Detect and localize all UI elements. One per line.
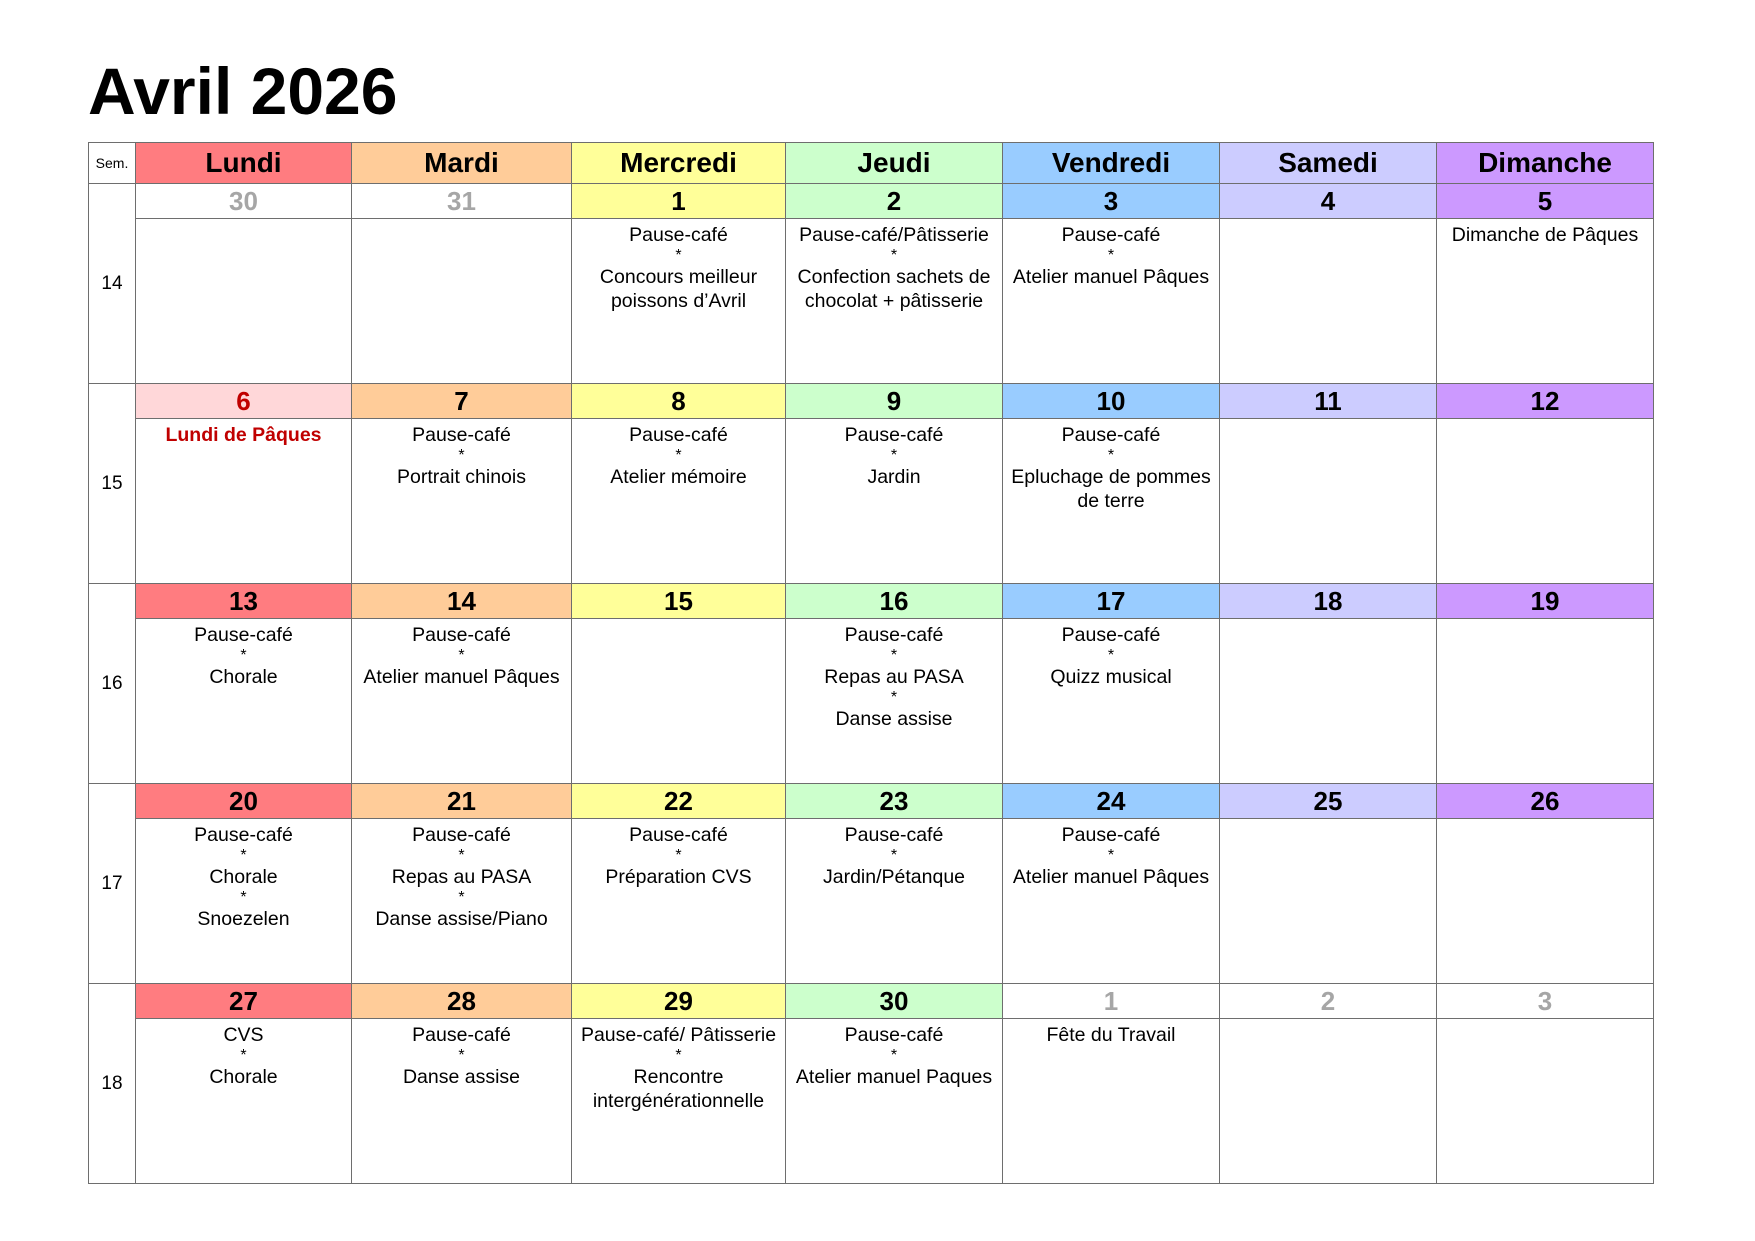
separator-star: *	[675, 447, 682, 464]
week-number-row	[89, 184, 1654, 219]
day-number: 1	[1003, 984, 1220, 1019]
day-activities	[572, 1019, 786, 1184]
separator-star: *	[890, 447, 898, 464]
day-number: 26	[1437, 784, 1654, 819]
header-row	[89, 143, 1654, 184]
activity-text: Pause-café	[629, 224, 728, 246]
day-number: 7	[352, 384, 572, 419]
day-number: 11	[1220, 384, 1437, 419]
activity-text: Pause-café	[1061, 824, 1161, 846]
separator-star: *	[1107, 647, 1115, 664]
activity-text: Danse assise	[835, 708, 953, 730]
day-number: 9	[786, 384, 1003, 419]
day-activities	[1220, 419, 1437, 584]
day-number: 4	[1220, 184, 1437, 219]
day-activities	[1437, 419, 1654, 584]
day-activities	[1220, 219, 1437, 384]
day-number: 24	[1003, 784, 1220, 819]
day-number: 1	[572, 184, 786, 219]
day-activities	[572, 619, 786, 784]
calendar-grid	[88, 142, 1654, 1184]
day-number: 19	[1437, 584, 1654, 619]
activity-text: Pause-café	[1061, 224, 1161, 246]
day-header-dimanche: Dimanche	[1437, 143, 1654, 184]
day-number: 3	[1003, 184, 1220, 219]
activity-text: Pause-café/ Pâtisserie	[580, 1024, 777, 1046]
activity-text: Fête du Travail	[1046, 1024, 1176, 1046]
day-header-samedi: Samedi	[1220, 143, 1437, 184]
activity-text: Pause-café	[629, 424, 728, 446]
day-number: 6	[136, 384, 352, 419]
day-header-jeudi: Jeudi	[786, 143, 1003, 184]
day-number: 14	[352, 584, 572, 619]
week-number-row	[89, 384, 1654, 419]
separator-star: *	[675, 247, 682, 264]
day-number: 12	[1437, 384, 1654, 419]
activity-text: Pause-café	[194, 824, 293, 846]
day-number: 27	[136, 984, 352, 1019]
activity-text: Jardin/Pétanque	[822, 866, 966, 888]
day-number: 10	[1003, 384, 1220, 419]
day-activities	[352, 819, 572, 984]
day-number: 30	[786, 984, 1003, 1019]
activity-text: Pause-café	[844, 824, 944, 846]
week-number: 17	[89, 784, 136, 984]
day-number: 29	[572, 984, 786, 1019]
day-number: 17	[1003, 584, 1220, 619]
separator-star: *	[240, 647, 247, 664]
activity-text: Pause-café	[194, 624, 293, 646]
activity-text: Chorale	[209, 666, 278, 688]
separator-star: *	[458, 889, 465, 906]
activity-text: Atelier manuel Pâques	[1012, 266, 1210, 288]
day-number: 16	[786, 584, 1003, 619]
activity-text: Pause-café	[412, 824, 511, 846]
week-number-row	[89, 584, 1654, 619]
day-header-vendredi: Vendredi	[1003, 143, 1220, 184]
day-activities	[136, 619, 352, 784]
day-activities	[1437, 819, 1654, 984]
separator-star: *	[675, 1047, 682, 1064]
activity-text: Concours meilleur poissons d’Avril	[599, 266, 758, 312]
activity-text: Rencontre intergénérationnelle	[592, 1066, 765, 1112]
activity-text: Pause-café	[412, 424, 511, 446]
day-number: 25	[1220, 784, 1437, 819]
day-number: 15	[572, 584, 786, 619]
day-activities	[572, 219, 786, 384]
day-activities	[1003, 1019, 1220, 1184]
week-activity-row	[89, 619, 1654, 784]
day-activities	[1220, 1019, 1437, 1184]
separator-star: *	[1107, 447, 1115, 464]
week-number: 16	[89, 584, 136, 784]
separator-star: *	[890, 647, 898, 664]
day-header-lundi: Lundi	[136, 143, 352, 184]
activity-text: Pause-café	[412, 624, 511, 646]
day-number: 2	[1220, 984, 1437, 1019]
activity-text: Atelier manuel Pâques	[1012, 866, 1210, 888]
day-header-mercredi: Mercredi	[572, 143, 786, 184]
day-number: 31	[352, 184, 572, 219]
activity-text: Portrait chinois	[397, 466, 526, 488]
activity-text: Pause-café	[412, 1024, 511, 1046]
day-activities	[1003, 819, 1220, 984]
day-activities	[572, 819, 786, 984]
activity-text: Quizz musical	[1050, 666, 1172, 688]
day-number: 28	[352, 984, 572, 1019]
separator-star: *	[890, 689, 898, 706]
day-activities	[352, 619, 572, 784]
day-activities	[1437, 219, 1654, 384]
separator-star: *	[458, 1047, 465, 1064]
day-activities	[1003, 619, 1220, 784]
activity-text: Atelier manuel Paques	[795, 1066, 993, 1088]
day-activities	[136, 819, 352, 984]
day-number: 8	[572, 384, 786, 419]
activity-text: Atelier manuel Pâques	[363, 666, 560, 688]
day-activities	[1437, 1019, 1654, 1184]
week-number-row	[89, 984, 1654, 1019]
day-activities	[786, 819, 1003, 984]
day-header-mardi: Mardi	[352, 143, 572, 184]
separator-star: *	[1107, 247, 1115, 264]
day-number: 30	[136, 184, 352, 219]
week-number: 18	[89, 984, 136, 1184]
separator-star: *	[240, 1047, 247, 1064]
activity-text: Chorale	[209, 866, 278, 888]
week-activity-row	[89, 219, 1654, 384]
day-activities	[1220, 819, 1437, 984]
separator-star: *	[458, 447, 465, 464]
activity-text: Pause-café	[844, 424, 944, 446]
day-activities	[1003, 419, 1220, 584]
day-activities	[352, 219, 572, 384]
activity-text: Snoezelen	[197, 908, 290, 930]
separator-star: *	[240, 847, 247, 864]
day-activities	[572, 419, 786, 584]
day-number: 22	[572, 784, 786, 819]
activity-text: Dimanche de Pâques	[1451, 224, 1639, 246]
separator-star: *	[890, 247, 898, 264]
activity-text: CVS	[223, 1024, 264, 1046]
day-activities	[786, 619, 1003, 784]
week-activity-row	[89, 819, 1654, 984]
calendar-body	[89, 143, 1654, 1184]
activity-text: Lundi de Pâques	[165, 424, 322, 446]
day-activities	[786, 219, 1003, 384]
activity-text: Pause-café	[1061, 424, 1161, 446]
page-title: Avril 2026	[88, 54, 398, 128]
day-activities	[1437, 619, 1654, 784]
separator-star: *	[240, 889, 247, 906]
separator-star: *	[890, 1047, 898, 1064]
activity-text: Repas au PASA	[824, 666, 964, 688]
day-activities	[136, 1019, 352, 1184]
activity-text: Danse assise/Piano	[375, 908, 548, 930]
separator-star: *	[890, 847, 898, 864]
activity-text: Jardin	[867, 466, 921, 488]
day-number: 20	[136, 784, 352, 819]
day-activities	[352, 1019, 572, 1184]
day-number: 18	[1220, 584, 1437, 619]
activity-text: Repas au PASA	[391, 866, 532, 888]
day-activities	[136, 219, 352, 384]
activity-text: Pause-café	[844, 1024, 944, 1046]
day-activities	[136, 419, 352, 584]
separator-star: *	[458, 647, 465, 664]
activity-text: Epluchage de pommes de terre	[1011, 466, 1211, 512]
week-activity-row	[89, 419, 1654, 584]
activity-text: Pause-café/Pâtisserie	[799, 224, 989, 246]
separator-star: *	[458, 847, 465, 864]
day-number: 23	[786, 784, 1003, 819]
day-activities	[786, 1019, 1003, 1184]
activity-text: Confection sachets de chocolat + pâtisserie	[797, 266, 991, 312]
day-activities	[786, 419, 1003, 584]
activity-text: Atelier mémoire	[610, 466, 747, 488]
day-number: 21	[352, 784, 572, 819]
day-number: 13	[136, 584, 352, 619]
day-activities	[352, 419, 572, 584]
week-header: Sem.	[89, 143, 136, 184]
week-activity-row	[89, 1019, 1654, 1184]
week-number-row	[89, 784, 1654, 819]
separator-star: *	[675, 847, 682, 864]
activity-text: Chorale	[209, 1066, 278, 1088]
activity-text: Pause-café	[629, 824, 728, 846]
day-activities	[1003, 219, 1220, 384]
day-activities	[1220, 619, 1437, 784]
activity-text: Pause-café	[844, 624, 944, 646]
activity-text: Pause-café	[1061, 624, 1161, 646]
day-number: 3	[1437, 984, 1654, 1019]
week-number: 15	[89, 384, 136, 584]
day-number: 5	[1437, 184, 1654, 219]
day-number: 2	[786, 184, 1003, 219]
separator-star: *	[1107, 847, 1115, 864]
activity-text: Danse assise	[402, 1066, 521, 1088]
activity-text: Préparation CVS	[605, 866, 752, 888]
week-number: 14	[89, 184, 136, 384]
